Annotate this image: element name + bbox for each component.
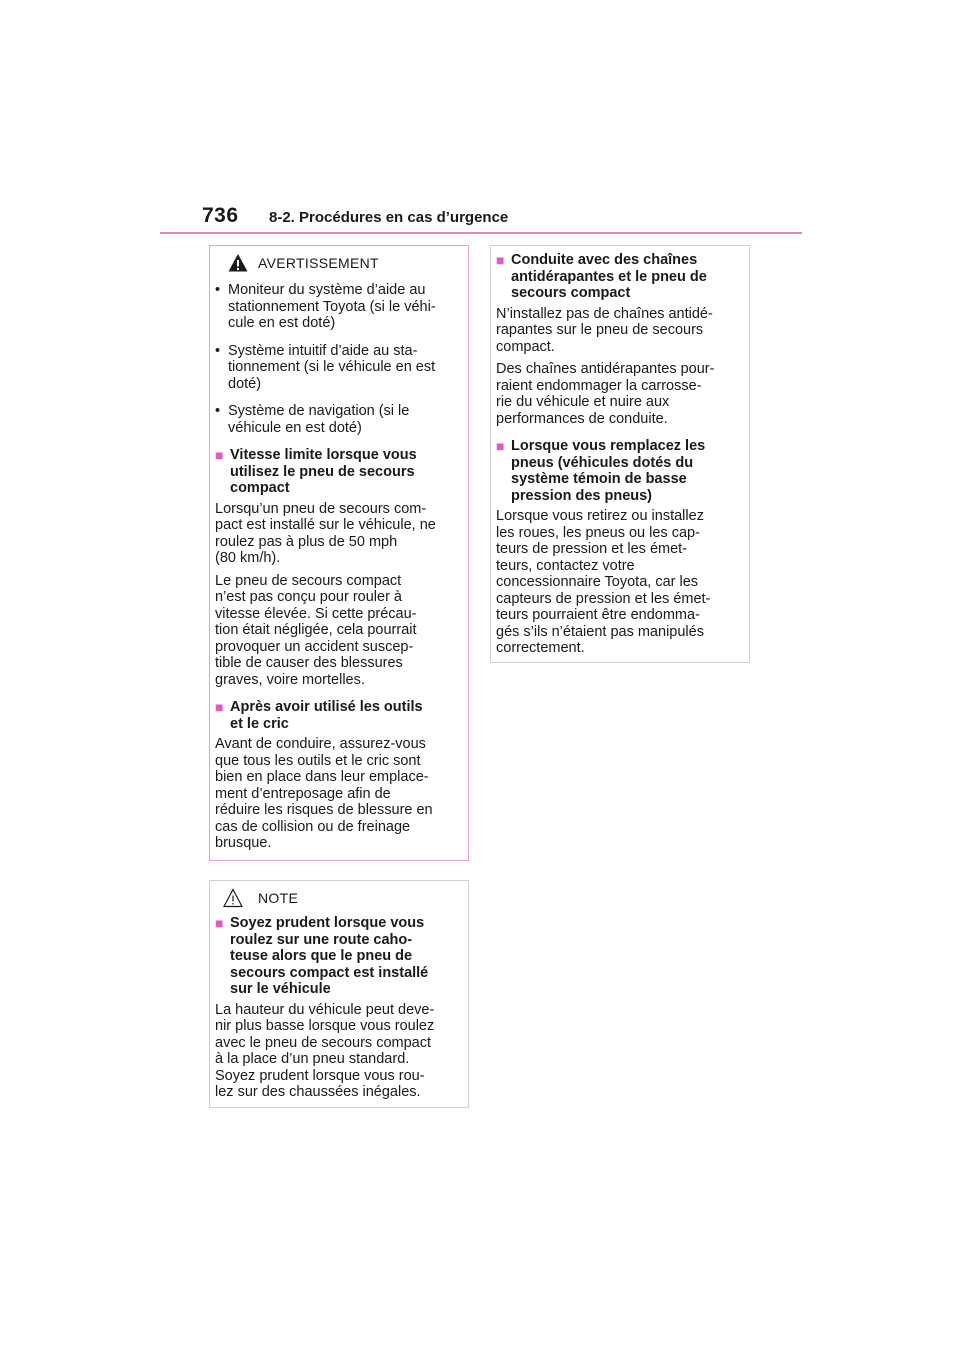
text-line: gés s’ils n’étaient pas manipulés [496,623,704,640]
text-line: rapantes sur le pneu de secours [496,322,704,338]
text-line: N’installez pas de chaînes antidé- [496,305,713,322]
paragraph [215,501,463,567]
text-line: Avant de conduire, assurez-vous [215,736,426,752]
text-line: Moniteur du système d’aide au [228,282,426,298]
text-line: vitesse élevée. Si cette précau- [215,605,417,622]
heading-line: Conduite avec des chaînes [511,252,698,268]
text-line: rie du véhicule et nuire aux [496,394,670,410]
text-line: que tous les outils et le cric sont [215,752,421,769]
heading-line: compact [230,480,290,496]
text-line: Système intuitif d’aide au sta- [228,342,418,359]
note-header [210,887,468,909]
list-item [215,403,463,436]
text-line: avec le pneu de secours compact [215,1034,432,1051]
text-line: correctement. [496,640,585,656]
text-line: pact est installé sur le véhicule, ne [215,517,436,533]
heading-line: secours compact est installé [230,964,429,981]
warning-title: AVERTISSEMENT [258,255,379,271]
warning-content [215,282,463,863]
text-line: cas de collision ou de freinage [215,818,411,835]
heading-line: Vitesse limite lorsque vous [230,447,417,463]
heading-line: Lorsque vous remplacez les [511,438,706,454]
text-line: provoquer un accident suscep- [215,638,414,655]
caution-triangle-icon [223,888,243,908]
text-line: lez sur des chaussées inégales. [215,1084,421,1100]
text-line: La hauteur du véhicule peut deve- [215,1001,435,1018]
text-line: bien en place dans leur emplace- [215,769,429,785]
text-line: compact. [496,338,555,355]
heading-line: antidérapantes et le pneu de [511,268,707,285]
warning-header [210,252,468,274]
text-line: concessionnaire Toyota, car les [496,574,699,590]
note-box [209,880,469,1108]
section-title: 8-2. Procédures en cas d’urgence [269,209,509,226]
paragraph [496,361,744,427]
heading-line: utilisez le pneu de secours [230,463,415,480]
paragraph [496,306,744,356]
heading-line: teuse alors que le pneu de [230,948,413,964]
section-heading [496,252,744,302]
list-item [215,282,463,332]
text-line: doté) [228,375,262,392]
right-info-box [490,245,750,663]
text-line: ment d’entreposage afin de [215,785,391,802]
text-line: performances de conduite. [496,410,668,427]
page-number: 736 [202,204,239,227]
section-heading-text [230,699,423,732]
text-line: les roues, les pneus ou les cap- [496,524,700,541]
text-line: nir plus basse lorsque vous roulez [215,1018,435,1034]
paragraph [496,508,744,657]
square-bullet-icon: ■ [496,438,505,454]
text-line: teurs, contactez votre [496,557,635,574]
text-line: Le pneu de secours compact [215,572,402,589]
paragraph [215,1002,463,1101]
header-rule [160,232,802,234]
text-line: cule en est doté) [228,315,336,331]
section-heading [496,438,744,504]
section-heading-text [230,447,417,497]
text-line: réduire les risques de blessure en [215,802,433,818]
bullet-dot-icon: • [215,282,221,298]
square-bullet-icon: ■ [496,252,505,268]
section-heading-text [230,915,428,998]
text-line: tible de causer des blessures [215,655,403,671]
heading-line: pneus (véhicules dotés du [511,454,694,471]
heading-line: secours compact [511,285,631,301]
text-line: roulez pas à plus de 50 mph [215,533,398,550]
text-line: (80 km/h). [215,550,281,566]
heading-line: pression des pneus) [511,487,653,504]
square-bullet-icon: ■ [215,447,224,463]
list-item-text [228,282,436,332]
text-line: à la place d’un pneu standard. [215,1051,410,1067]
text-line: graves, voire mortelles. [215,671,365,688]
bullet-dot-icon: • [215,403,221,419]
text-line: Système de navigation (si le [228,403,410,419]
heading-line: système témoin de basse [511,471,687,487]
heading-line: et le cric [230,715,289,732]
right-content [496,252,744,668]
text-line: véhicule en est doté) [228,419,362,436]
list-item-text [228,343,435,393]
text-line: Soyez prudent lorsque vous rou- [215,1067,425,1084]
text-line: tionnement (si le véhicule en est [228,359,436,375]
text-line: Lorsque vous retirez ou installez [496,508,704,524]
bullet-dot-icon: • [215,342,221,359]
text-line: teurs de pression et les émet- [496,541,688,557]
text-line: Lorsqu’un pneu de secours com- [215,500,427,517]
section-heading-text [511,252,707,302]
text-line: teurs pourraient être endomma- [496,607,700,623]
section-heading [215,915,463,998]
heading-line: roulez sur une route caho- [230,931,413,948]
warning-triangle-icon [228,253,248,273]
note-title: NOTE [258,890,299,906]
text-line: stationnement Toyota (si le véhi- [228,298,436,315]
heading-line: sur le véhicule [230,981,331,997]
heading-line: Après avoir utilisé les outils [230,699,423,715]
list-item-text [228,403,409,436]
square-bullet-icon: ■ [215,699,224,715]
section-heading [215,447,463,497]
text-line: capteurs de pression et les émet- [496,590,711,607]
text-line: brusque. [215,835,272,851]
text-line: tion était négligée, cela pourrait [215,622,417,638]
list-item [215,343,463,393]
text-line: raient endommager la carrosse- [496,377,702,394]
note-content [215,915,463,1112]
text-line: n’est pas conçu pour rouler à [215,589,402,605]
paragraph [215,573,463,689]
heading-line: Soyez prudent lorsque vous [230,915,425,931]
paragraph [215,736,463,852]
warning-box [209,245,469,861]
section-heading-text [511,438,705,504]
section-heading [215,699,463,732]
text-line: Des chaînes antidérapantes pour- [496,361,715,377]
square-bullet-icon: ■ [215,915,224,931]
